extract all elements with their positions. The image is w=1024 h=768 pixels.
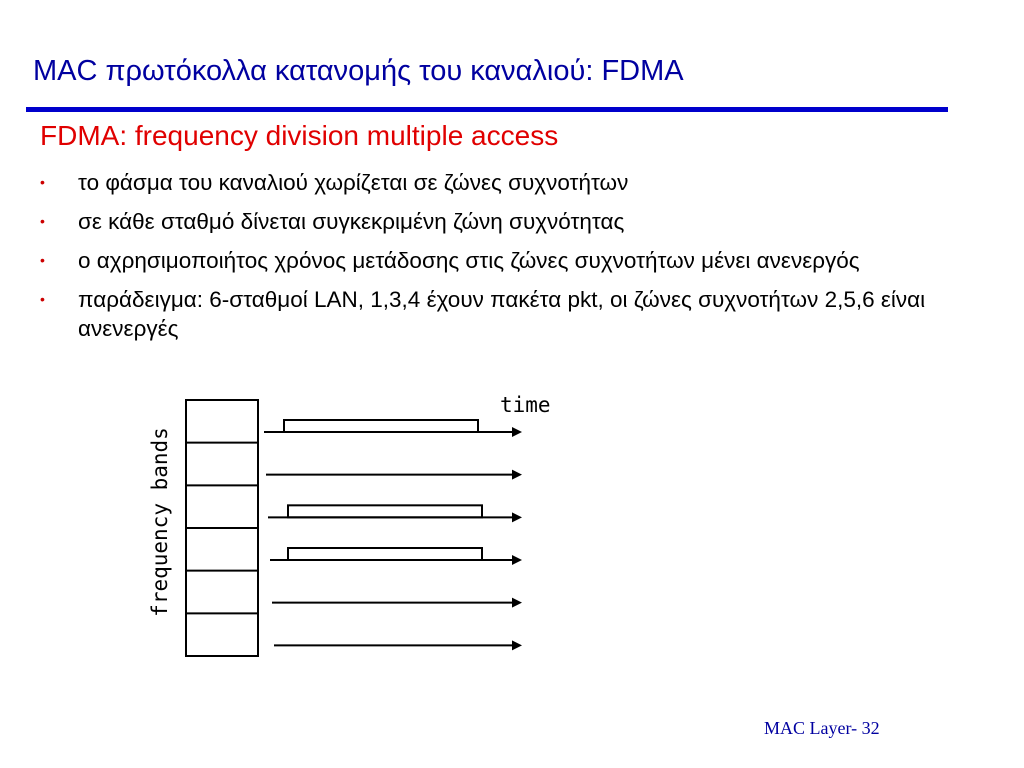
slide-footer: MAC Layer- 32	[764, 718, 880, 738]
bullet-marker: •	[40, 252, 45, 268]
packet-box	[284, 420, 478, 432]
packet-box	[288, 505, 482, 517]
band-lane-2	[266, 470, 522, 480]
bullet-text: ο αχρησιμοποιήτος χρόνος μετάδοσης στις ζώνες συχνοτήτων μένει ανενεργός	[78, 248, 860, 273]
slide-title: MAC πρωτόκολλα κατανομής του καναλιού: FDMA	[33, 55, 684, 87]
bullet-text: παράδειγμα: 6-σταθμοί LAN, 1,3,4 έχουν πακέτα pkt, οι ζώνες συχνοτήτων 2,5,6 είναι ανενεργές	[78, 287, 926, 341]
arrowhead	[512, 555, 522, 565]
band-lane-3	[268, 505, 522, 522]
arrowhead	[512, 640, 522, 650]
arrowhead	[512, 427, 522, 437]
packet-box	[288, 548, 482, 560]
arrowhead	[512, 512, 522, 522]
bullet-marker: •	[40, 174, 45, 190]
band-lane-5	[272, 598, 522, 608]
slide-subtitle: FDMA: frequency division multiple access	[40, 120, 559, 151]
arrowhead	[512, 470, 522, 480]
band-lane-4	[270, 548, 522, 565]
band-lanes	[264, 420, 522, 650]
bullet-text: το φάσμα του καναλιού χωρίζεται σε ζώνες συχνοτήτων	[78, 170, 629, 195]
band-lane-1	[264, 420, 522, 437]
bullet-marker: •	[40, 213, 45, 229]
arrowhead	[512, 598, 522, 608]
band-lane-6	[274, 640, 522, 650]
bullet-marker: •	[40, 291, 45, 307]
bullet-text: σε κάθε σταθμό δίνεται συγκεκριμένη ζώνη συχνότητας	[78, 209, 625, 234]
x-axis-label: time	[500, 393, 551, 417]
frequency-band-stack	[186, 400, 258, 656]
y-axis-label: frequency bands	[148, 427, 172, 617]
